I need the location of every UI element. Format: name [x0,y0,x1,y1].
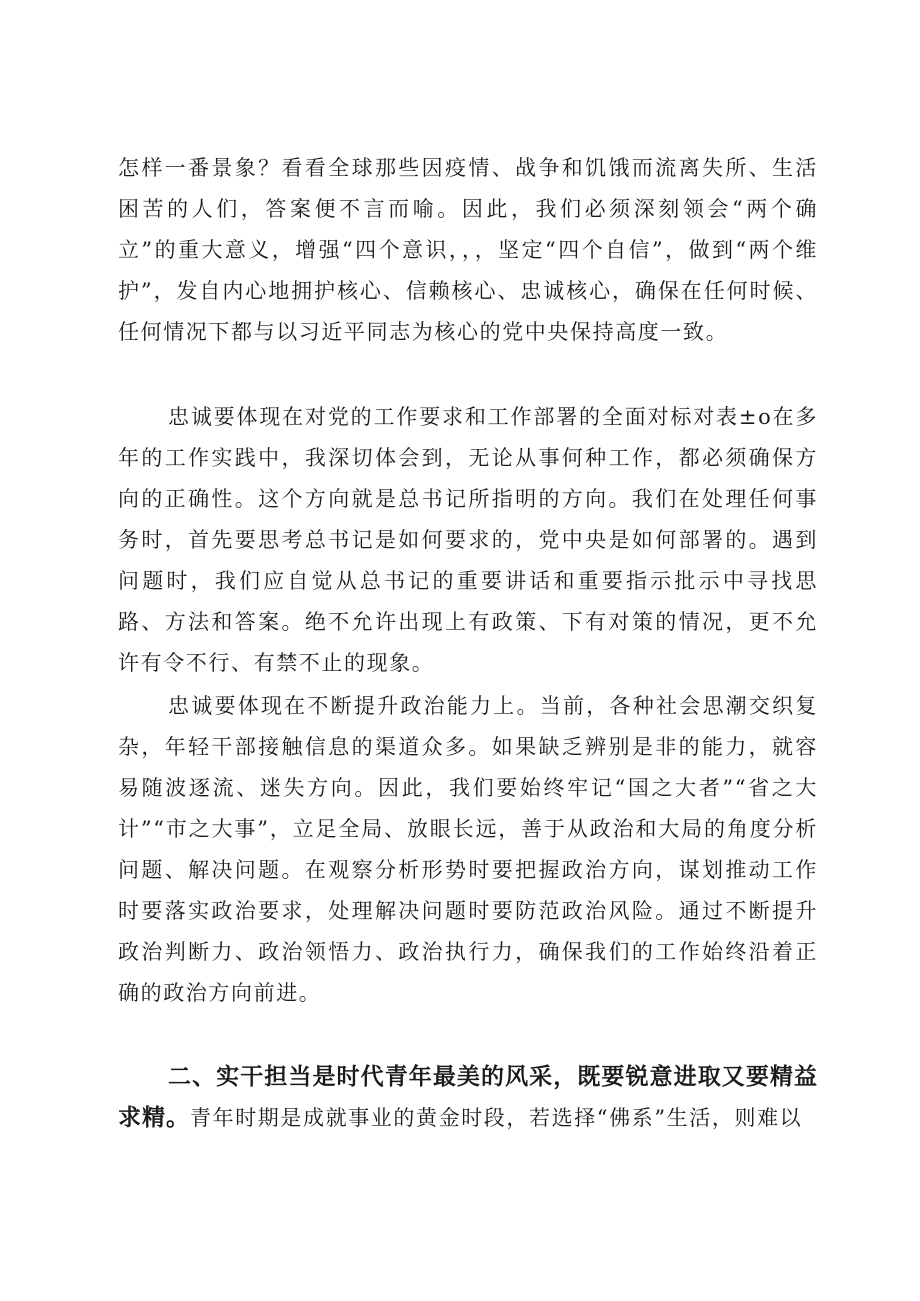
section-heading: 二、实干担当是时代青年最美的风采，既要锐意进取又要精益求精。 [118,1064,818,1131]
paragraph-4 [118,1057,818,1139]
paragraph-text: 忠诚要体现在不断提升政治能力上。当前，各种社会思潮交织复杂，年轻干部接触信息的渠道众多。如果缺乏辨别是非的能力，就容易随波逐流、迷失方向。因此，我们要始终牢记“国之大者”“省之大计”“市之大事”，立足全局、放眼长远，善于从政治和大局的角度分析问题、解决问题。在观察分析形势时要把握政治方向，谋划推动工作时要落实政治要求，处理解决问题时要防范政治风险。通过不断提升政治判断力、政治领悟力、政治执行力，确保我们的工作始终沿着正确的政治方向前进。 [118,694,818,1005]
paragraph-text: 怎样一番景象？看看全球那些因疫情、战争和饥饿而流离失所、生活困苦的人们，答案便不言而喻。因此，我们必须深刻领会“两个确立”的重大意义，增强“四个意识，，，坚定“四个自信”，做到“两个维护”，发自内心地拥护核心、信赖核心、忠诚核心，确保在任何时候、任何情况下都与以习近平同志为核心的党中央保持高度一致。 [118,156,818,344]
paragraph-1 [118,148,818,353]
paragraph-text: 忠诚要体现在对党的工作要求和工作部署的全面对标对表±o在多年的工作实践中，我深切体会到，无论从事何种工作，都必须确保方向的正确性。这个方向就是总书记所指明的方向。我们在处理任何事务时，首先要思考总书记是如何要求的，党中央是如何部署的。遇到问题时，我们应自觉从总书记的重要讲话和重要指示批示中寻找思路、方法和答案。绝不允许出现上有政策、下有对策的情况，更不允许有令不行、有禁不止的现象。 [118,405,818,675]
paragraph-2 [118,397,818,684]
paragraph-text: 青年时期是成就事业的黄金时段，若选择“佛系”生活，则难以 [190,1106,803,1130]
paragraph-3 [118,686,818,1014]
section-paragraph [118,1057,818,1139]
